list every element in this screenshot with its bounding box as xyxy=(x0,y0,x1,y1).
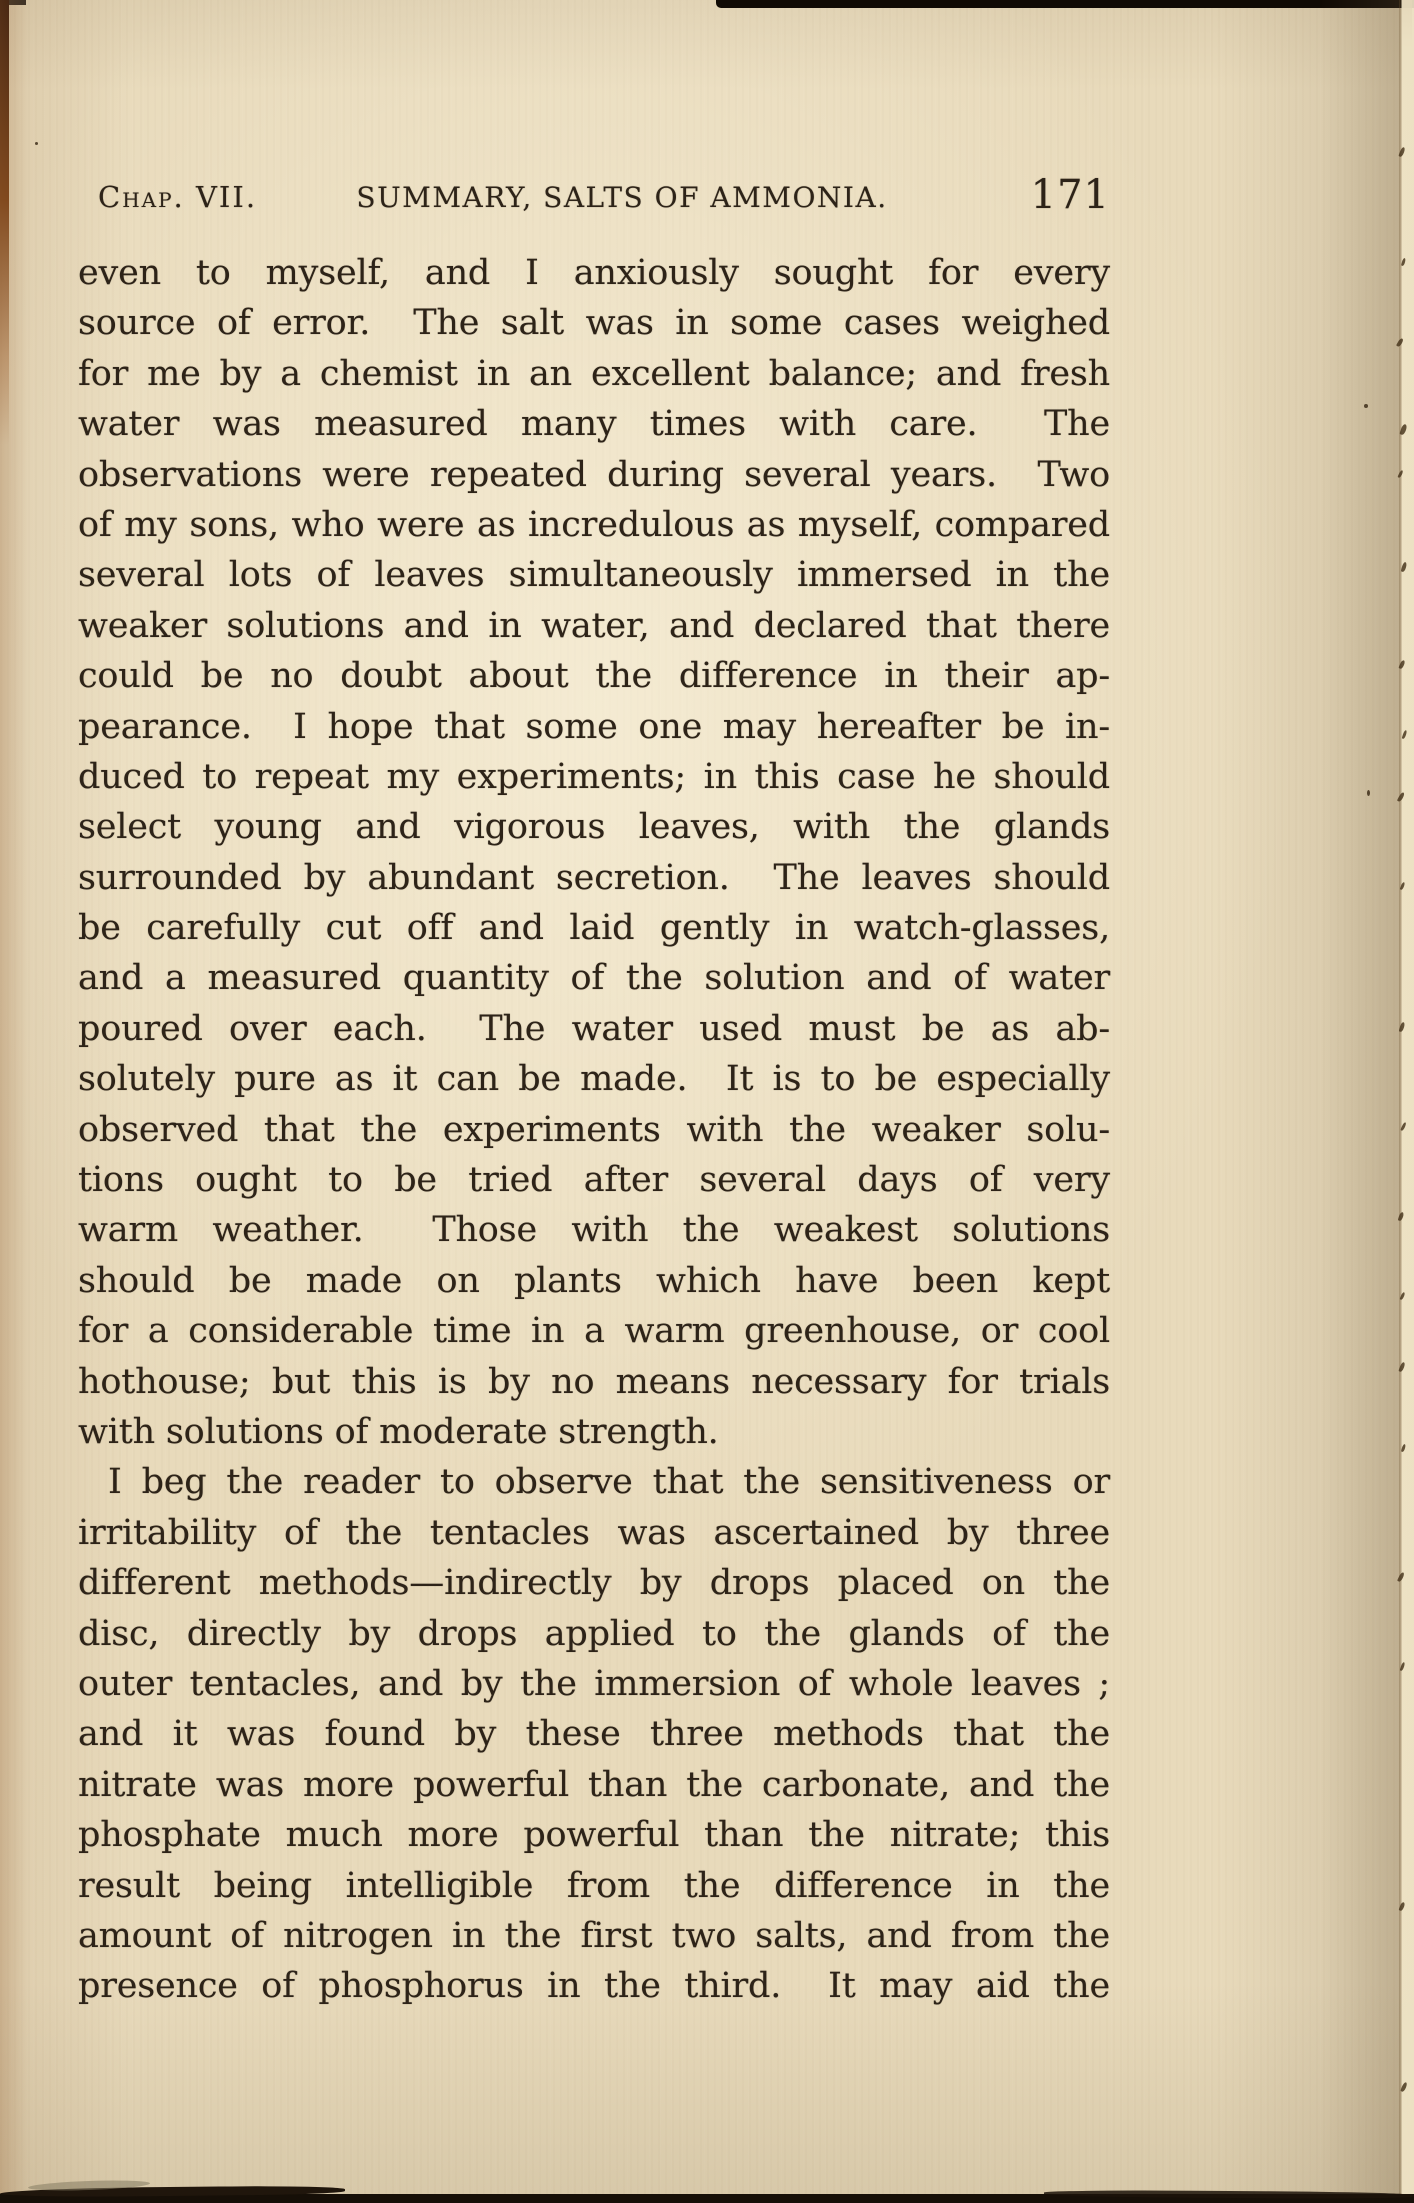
text-line: disc, directly by drops applied to the glands of the xyxy=(78,1613,1110,1654)
edge-speckle xyxy=(1398,1362,1405,1373)
edge-speckle xyxy=(1399,423,1407,435)
text-line: several lots of leaves simultaneously immersed in the xyxy=(78,555,1110,596)
top-right-smear xyxy=(1402,0,1412,48)
text-line: observed that the experiments with the weaker solu- xyxy=(78,1109,1110,1150)
edge-speckle xyxy=(1397,470,1403,479)
text-line: nitrate was more powerful than the carbonate, and the xyxy=(78,1764,1110,1805)
text-line: presence of phosphorus in the third. It may aid the xyxy=(78,1966,1110,2007)
right-edge-vignette xyxy=(1320,0,1400,2203)
text-line: phosphate much more powerful than the nitrate; this xyxy=(78,1815,1110,1856)
page-number: 171 xyxy=(1030,172,1110,218)
text-line: weaker solutions and in water, and declared that there xyxy=(78,605,1110,646)
bottom-gray-smudge xyxy=(28,2179,150,2192)
edge-speckle xyxy=(1396,338,1404,348)
edge-speckle xyxy=(1397,1572,1405,1583)
left-edge-shadow xyxy=(0,0,9,445)
edge-speckle xyxy=(1400,882,1406,891)
text-line: solutely pure as it can be made. It is to be especially xyxy=(78,1059,1110,1100)
edge-speckle xyxy=(1400,1122,1406,1131)
text-line: duced to repeat my experiments; in this case he should xyxy=(78,756,1110,797)
edge-speckle xyxy=(1401,1444,1406,1453)
text-line: surrounded by abundant secretion. The leaves should xyxy=(78,857,1110,898)
text-line: outer tentacles, and by the immersion of whole leaves ; xyxy=(78,1663,1110,1704)
top-edge-shadow xyxy=(716,0,1414,8)
text-line: for me by a chemist in an excellent balance; and fresh xyxy=(78,353,1110,394)
text-line: and a measured quantity of the solution and of water xyxy=(78,958,1110,999)
text-line: with solutions of moderate strength. xyxy=(78,1411,719,1452)
edge-speckle xyxy=(1399,1902,1406,1912)
ink-dot xyxy=(1364,404,1368,408)
text-line: poured over each. The water used must be as ab- xyxy=(78,1008,1110,1049)
edge-speckle xyxy=(1397,792,1405,803)
text-line: pearance. I hope that some one may hereafter be in- xyxy=(78,706,1110,747)
edge-speckle xyxy=(1399,1022,1406,1033)
bottom-left-smudge xyxy=(0,2185,345,2198)
running-title: SUMMARY, SALTS OF AMMONIA. xyxy=(356,181,888,214)
chapter-label: Chap. VII. xyxy=(98,180,258,214)
top-left-edge-mark xyxy=(0,0,26,5)
text-line: for a considerable time in a warm greenhouse, or cool xyxy=(78,1311,1110,1352)
edge-speckle xyxy=(1402,730,1408,739)
text-line: should be made on plants which have been kept xyxy=(78,1260,1110,1301)
text-block xyxy=(78,248,1110,2012)
text-line: select young and vigorous leaves, with the glands xyxy=(78,807,1110,848)
right-paper-edge xyxy=(1399,0,1414,2203)
text-line: could be no doubt about the difference in their ap- xyxy=(78,656,1110,697)
text-line: hothouse; but this is by no means necessary for trials xyxy=(78,1361,1110,1402)
left-edge-vignette xyxy=(0,0,28,2203)
text-line: result being intelligible from the difference in the xyxy=(78,1865,1110,1906)
bottom-edge-shadow xyxy=(0,2194,1414,2203)
text-line: observations were repeated during several years. Two xyxy=(78,454,1110,495)
text-line: amount of nitrogen in the first two salts, and from the xyxy=(78,1915,1110,1956)
text-line: and it was found by these three methods that the xyxy=(78,1714,1110,1755)
edge-speckle xyxy=(1400,1662,1406,1671)
page-header xyxy=(78,166,1110,218)
ink-dot xyxy=(1367,790,1370,796)
edge-speckle xyxy=(1401,258,1406,267)
edge-speckle xyxy=(1400,2082,1407,2093)
ink-dot xyxy=(35,142,38,145)
edge-speckle xyxy=(1401,562,1407,573)
text-line: tions ought to be tried after several days of very xyxy=(78,1160,1110,1201)
edge-speckle xyxy=(1398,147,1405,158)
edge-speckle xyxy=(1398,1212,1405,1222)
text-line: warm weather. Those with the weakest solutions xyxy=(78,1210,1110,1251)
edge-speckle xyxy=(1398,660,1405,670)
text-line: different methods—indirectly by drops placed on the xyxy=(78,1563,1110,1604)
edge-speckle xyxy=(1400,1292,1406,1301)
text-line: be carefully cut off and laid gently in watch-glasses, xyxy=(78,908,1110,949)
text-line: irritability of the tentacles was ascertained by three xyxy=(78,1512,1110,1553)
text-line: source of error. The salt was in some cases weighed xyxy=(78,303,1110,344)
text-line: of my sons, who were as incredulous as myself, compared xyxy=(78,504,1110,545)
text-line: I beg the reader to observe that the sensitiveness or xyxy=(108,1462,1110,1503)
text-line: even to myself, and I anxiously sought for every xyxy=(78,253,1110,293)
text-line: water was measured many times with care. The xyxy=(78,404,1110,445)
bottom-right-smudge xyxy=(1044,2190,1414,2200)
